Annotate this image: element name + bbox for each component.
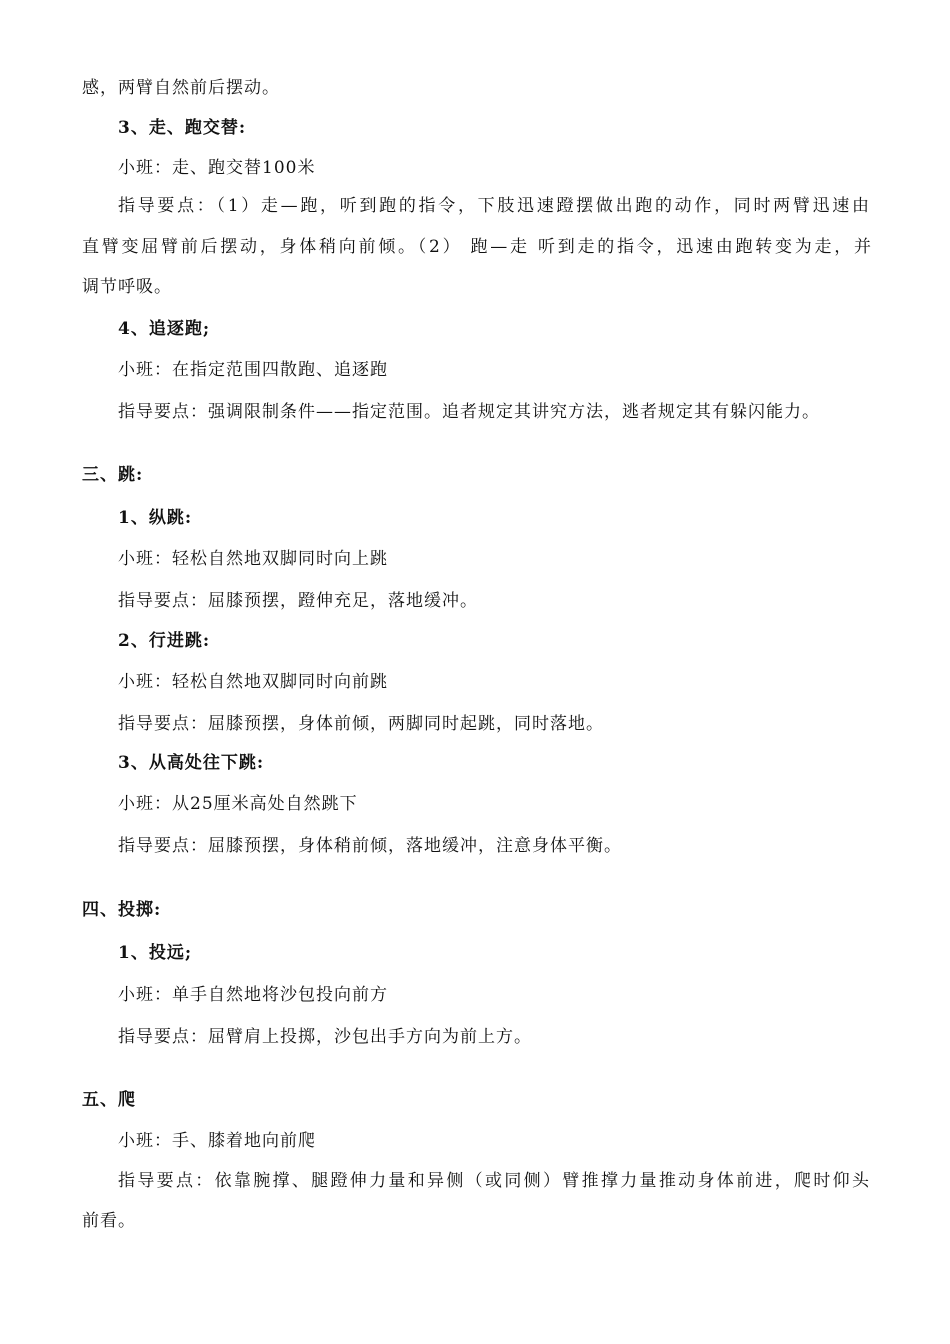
section-heading-jump-down: 3、从高处往下跳: <box>118 753 265 773</box>
section-heading-throw-far: 1、投远; <box>118 943 193 963</box>
guide-text: 指导要点：屈膝预摆，身体前倾，两脚同时起跳，同时落地。 <box>118 714 604 734</box>
guide-text: 指导要点：屈膝预摆，蹬伸充足，落地缓冲。 <box>118 591 478 611</box>
small-class-text: 小班：轻松自然地双脚同时向前跳 <box>118 672 388 692</box>
small-class-text: 小班：轻松自然地双脚同时向上跳 <box>118 549 388 569</box>
guide-text-continued: 直臂变屈臂前后摆动，身体稍向前倾。（2） 跑—走 听到走的指令，迅速由跑转变为走，并 <box>82 237 872 257</box>
chapter-heading-throw: 四、投掷: <box>82 900 162 920</box>
guide-text: 指导要点：屈膝预摆，身体稍前倾，落地缓冲，注意身体平衡。 <box>118 836 622 856</box>
guide-text-continued: 前看。 <box>82 1211 136 1231</box>
guide-text: 指导要点：屈臂肩上投掷，沙包出手方向为前上方。 <box>118 1027 532 1047</box>
chapter-heading-jump: 三、跳: <box>82 465 144 485</box>
guide-text: 指导要点：依靠腕撑、腿蹬伸力量和异侧（或同侧）臂推撑力量推动身体前进，爬时仰头 <box>118 1171 870 1191</box>
section-heading-vertical-jump: 1、纵跳: <box>118 508 193 528</box>
small-class-text: 小班：从25厘米高处自然跳下 <box>118 794 358 814</box>
section-heading-run-alternate: 3、走、跑交替: <box>118 118 247 138</box>
guide-text: 指导要点：强调限制条件——指定范围。追者规定其讲究方法，逃者规定其有躲闪能力。 <box>118 402 820 422</box>
section-heading-chase-run: 4、追逐跑; <box>118 319 211 339</box>
section-heading-moving-jump: 2、行进跳: <box>118 631 211 651</box>
small-class-text: 小班：走、跑交替100米 <box>118 158 316 178</box>
chapter-heading-crawl: 五、爬 <box>82 1090 136 1110</box>
guide-text-continued: 调节呼吸。 <box>82 277 172 297</box>
guide-text: 指导要点：（1）走—跑，听到跑的指令，下肢迅速蹬摆做出跑的动作，同时两臂迅速由 <box>118 196 870 216</box>
small-class-text: 小班：在指定范围四散跑、追逐跑 <box>118 360 388 380</box>
continuation-text: 感，两臂自然前后摆动。 <box>82 78 280 98</box>
small-class-text: 小班：手、膝着地向前爬 <box>118 1131 316 1151</box>
small-class-text: 小班：单手自然地将沙包投向前方 <box>118 985 388 1005</box>
